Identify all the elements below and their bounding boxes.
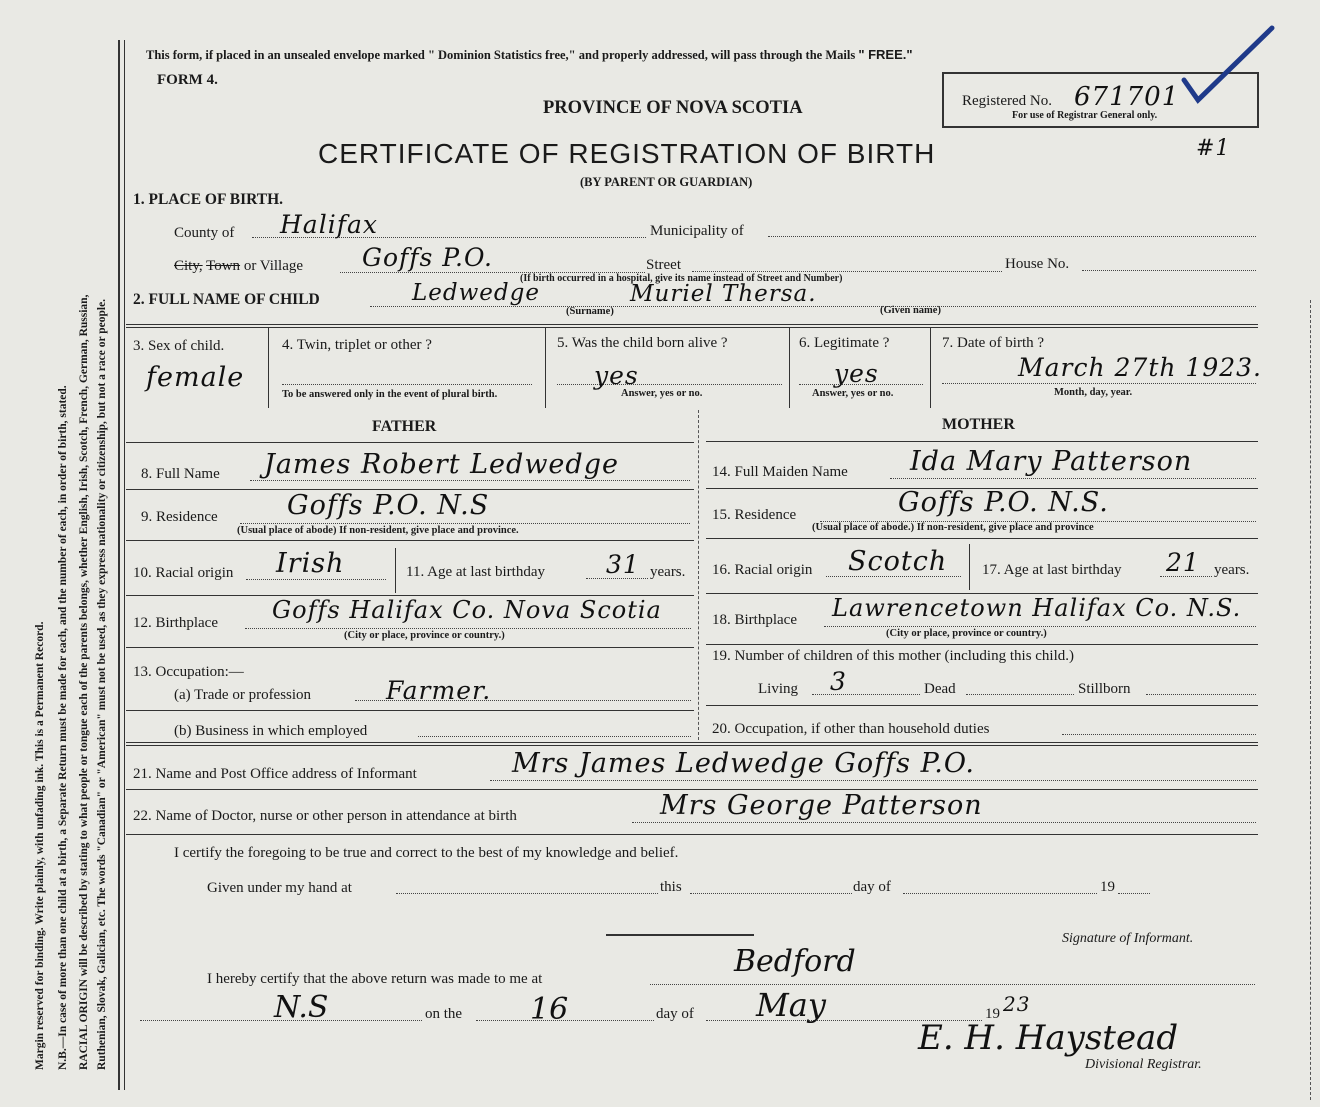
father-name-label: 8. Full Name xyxy=(141,466,220,482)
mother-race-label: 16. Racial origin xyxy=(712,562,813,578)
children-count-label: 19. Number of children of this mother (including this child.) xyxy=(712,648,1075,664)
registration-place: Bedford xyxy=(734,944,856,979)
sex-value: female xyxy=(146,362,245,393)
certificate-subtitle: (BY PARENT OR GUARDIAN) xyxy=(580,175,753,189)
surname-note: (Surname) xyxy=(566,306,614,317)
father-age: 31 xyxy=(606,550,640,579)
mother-birthplace-label: 18. Birthplace xyxy=(712,612,797,628)
province-title: PROVINCE OF NOVA SCOTIA xyxy=(543,98,803,118)
sex-label: 3. Sex of child. xyxy=(133,338,225,354)
father-birthplace-label: 12. Birthplace xyxy=(133,615,218,631)
alive-label: 5. Was the child born alive ? xyxy=(557,335,728,351)
informant-signature-label: Signature of Informant. xyxy=(1062,931,1194,946)
house-label: House No. xyxy=(1005,256,1070,272)
trade-label: (a) Trade or profession xyxy=(174,687,312,703)
father-occupation-label: 13. Occupation:— xyxy=(133,664,244,680)
registration-number: 671701 xyxy=(1074,82,1180,112)
father-age-years: years. xyxy=(650,564,686,580)
this-label: this xyxy=(660,879,682,895)
child-surname: Ledwedge xyxy=(412,280,540,306)
legitimate-value: yes xyxy=(834,359,879,388)
place-of-birth-heading: 1. PLACE OF BIRTH. xyxy=(133,191,284,208)
county-value: Halifax xyxy=(280,210,378,239)
margin-rule-inner xyxy=(124,40,125,1090)
margin-rule xyxy=(118,40,120,1090)
legitimate-label: 6. Legitimate ? xyxy=(799,335,890,351)
city-struck: City, xyxy=(174,258,203,274)
registration-day: 16 xyxy=(530,992,569,1027)
registration-year: 23 xyxy=(1003,992,1031,1016)
mail-notice xyxy=(146,47,913,63)
given-under-label: Given under my hand at xyxy=(207,880,352,896)
father-race: Irish xyxy=(276,548,345,579)
hospital-note: (If birth occurred in a hospital, give its name instead of Street and Number) xyxy=(520,273,843,284)
mother-age-years: years. xyxy=(1214,562,1250,578)
registration-note: For use of Registrar General only. xyxy=(1012,110,1158,121)
mother-birthplace-note: (City or place, province or country.) xyxy=(886,628,1047,639)
mother-heading: MOTHER xyxy=(942,416,1015,433)
form-number: FORM 4. xyxy=(157,72,218,88)
town-struck: Town xyxy=(206,258,241,274)
mother-residence: Goffs P.O. N.S. xyxy=(898,487,1109,518)
registrar-certify-text: I hereby certify that the above return was made to me at xyxy=(207,971,543,987)
checkmark-icon xyxy=(1176,22,1276,107)
mother-name-label: 14. Full Maiden Name xyxy=(712,464,848,480)
dob-value: March 27th 1923. xyxy=(1018,353,1262,382)
on-the-label: on the xyxy=(425,1006,463,1022)
village-label: or Village xyxy=(243,258,304,274)
mother-age: 21 xyxy=(1166,548,1200,577)
city-label xyxy=(174,258,303,275)
mail-free: " FREE." xyxy=(858,47,913,62)
margin-note-3: RACIAL ORIGIN will be described by stating to what people or tongue each of the parents belongs, whether English, Irish, Scotch, French, German, Russian, xyxy=(78,294,90,1070)
certify-text: I certify the foregoing to be true and correct to the best of my knowledge and belief. xyxy=(174,845,679,861)
registrar-title: Divisional Registrar. xyxy=(1085,1057,1202,1072)
street-label: Street xyxy=(646,257,681,273)
doctor-value: Mrs George Patterson xyxy=(660,790,983,821)
margin-note-4: Ruthenian, Slovak, Galician, etc. The words "Canadian" or "American" must not be used, as they express nationality or citizenship, but not a race or people. xyxy=(96,298,108,1070)
father-birthplace-note: (City or place, province or country.) xyxy=(344,630,505,641)
margin-note-1: Margin reserved for binding. Write plainly, with unfading ink. This is a Permanent Record. xyxy=(34,621,46,1070)
dead-label: Dead xyxy=(924,681,956,697)
father-residence: Goffs P.O. N.S xyxy=(287,490,490,521)
father-birthplace: Goffs Halifax Co. Nova Scotia xyxy=(272,596,662,624)
municipality-label: Municipality of xyxy=(650,223,744,239)
legitimate-note: Answer, yes or no. xyxy=(812,388,894,399)
certificate-title: CERTIFICATE OF REGISTRATION OF BIRTH xyxy=(318,138,936,169)
stillborn-label: Stillborn xyxy=(1078,681,1131,697)
mother-age-label: 17. Age at last birthday xyxy=(982,562,1122,578)
informant-value: Mrs James Ledwedge Goffs P.O. xyxy=(512,748,976,779)
twin-label: 4. Twin, triplet or other ? xyxy=(282,337,432,353)
mother-residence-note: (Usual place of abode.) If non-resident, give place and province xyxy=(812,522,1094,533)
dob-note: Month, day, year. xyxy=(1054,387,1133,398)
registration-month: May xyxy=(756,986,826,1024)
registration-label: Registered No. xyxy=(962,93,1052,109)
registrar-mark: #1 xyxy=(1196,136,1231,161)
registrar-signature: E. H. Haystead xyxy=(918,1018,1179,1058)
twin-note: To be answered only in the event of plural birth. xyxy=(282,389,498,400)
alive-note: Answer, yes or no. xyxy=(621,388,703,399)
mother-name: Ida Mary Patterson xyxy=(910,446,1193,477)
father-name: James Robert Ledwedge xyxy=(264,449,619,480)
mother-race: Scotch xyxy=(848,546,948,577)
informant-label: 21. Name and Post Office address of Informant xyxy=(133,766,417,782)
village-value: Goffs P.O. xyxy=(362,243,493,272)
child-given-name: Muriel Thersa. xyxy=(630,281,817,307)
registration-year-prefix: 19 xyxy=(985,1006,1000,1022)
doctor-label: 22. Name of Doctor, nurse or other person in attendance at birth xyxy=(133,808,517,824)
father-race-label: 10. Racial origin xyxy=(133,565,234,581)
dob-label: 7. Date of birth ? xyxy=(942,335,1045,351)
father-residence-label: 9. Residence xyxy=(141,509,218,525)
registration-day-of: day of xyxy=(656,1006,694,1022)
living-value: 3 xyxy=(830,667,847,696)
living-label: Living xyxy=(758,681,798,697)
year-prefix: 19 xyxy=(1100,879,1115,895)
margin-note-2: N.B.—In case of more than one child at a birth, a Separate Return must be made for each, and the number of each, in order of birth, stated. xyxy=(57,385,69,1070)
alive-value: yes xyxy=(594,361,639,390)
child-name-label: 2. FULL NAME OF CHILD xyxy=(133,291,320,308)
mother-residence-label: 15. Residence xyxy=(712,507,797,523)
given-note: (Given name) xyxy=(880,305,941,316)
registration-province: N.S xyxy=(274,990,329,1025)
day-of-label: day of xyxy=(853,879,891,895)
father-residence-note: (Usual place of abode) If non-resident, give place and province. xyxy=(237,525,519,536)
business-label: (b) Business in which employed xyxy=(174,723,368,739)
mail-notice-text: This form, if placed in an unsealed envelope marked " Dominion Statistics free," and properly addressed, will pass through the Mails xyxy=(146,48,856,62)
father-heading: FATHER xyxy=(372,418,437,435)
mother-birthplace: Lawrencetown Halifax Co. N.S. xyxy=(832,594,1242,622)
mother-occupation-label: 20. Occupation, if other than household duties xyxy=(712,721,990,737)
county-label: County of xyxy=(174,225,235,241)
father-age-label: 11. Age at last birthday xyxy=(406,564,545,580)
trade-value: Farmer. xyxy=(386,676,492,705)
